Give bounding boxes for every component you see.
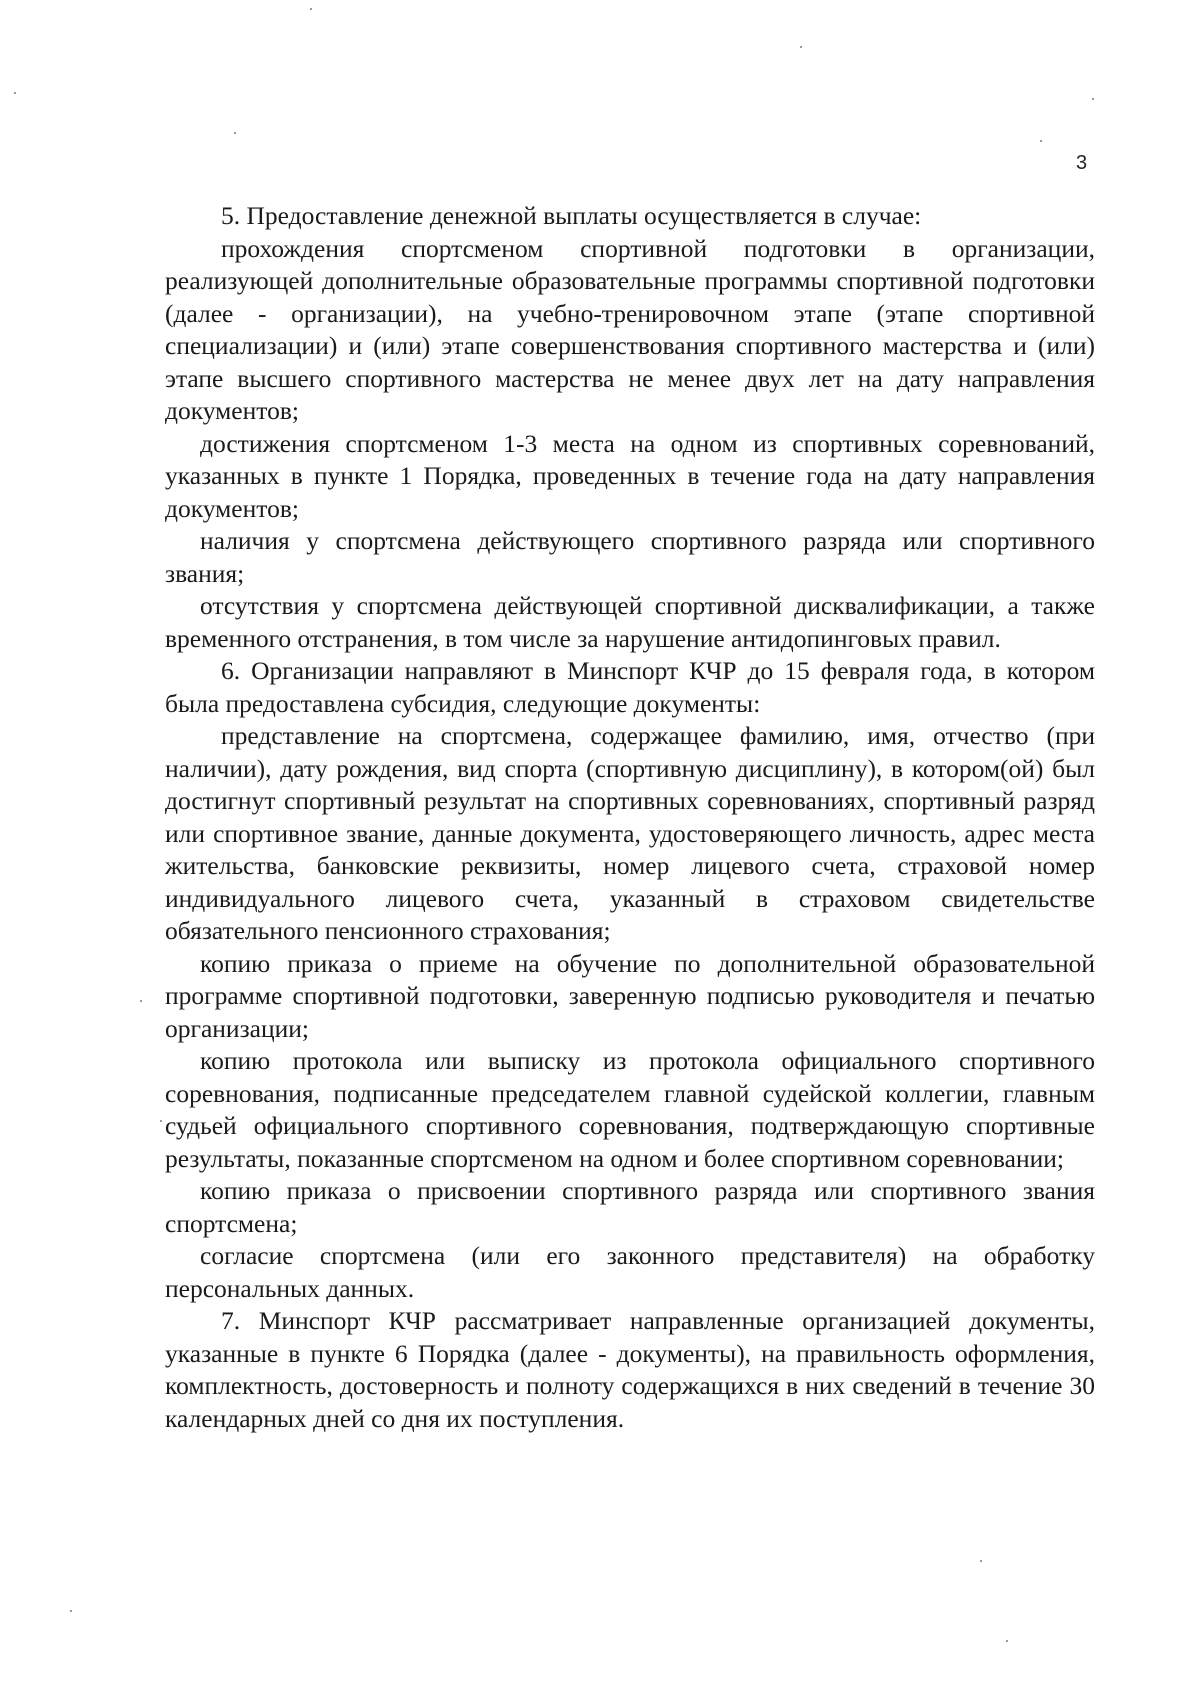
paragraph-document-rank-order: копию приказа о присвоении спортивного разряда или спортивного звания спортсмена;: [165, 1176, 1095, 1238]
page-number: 3: [1076, 152, 1088, 174]
paragraph-document-submission: представление на спортсмена, содержащее фамилию, имя, отчество (при наличии), дату рождения, вид спорта (спортивную дисциплину), в котором(ой) был достигнут спортивный результат на спортивных соревнованиях, спортивный разряд или спортивное звание, данные документа, удостоверяющего личность, адрес места жительства, банковские реквизиты, номер лицевого счета, страховой номер индивидуального лицевого счета, указанный в страховом свидетельстве обязательного пенсионного страхования;: [165, 721, 1095, 945]
document-body: [165, 200, 1095, 1435]
scan-speck: [70, 1610, 72, 1612]
scan-speck: [310, 8, 312, 10]
paragraph-condition-placement: достижения спортсменом 1-3 места на одном из спортивных соревнований, указанных в пункте 1 Порядка, проведенных в течение года на дату направления документов;: [165, 428, 1095, 523]
paragraph-document-consent: согласие спортсмена (или его законного представителя) на обработку персональных данных.: [165, 1241, 1095, 1303]
scan-speck: [1040, 140, 1042, 142]
paragraph-condition-training: прохождения спортсменом спортивной подготовки в организации, реализующей дополнительные образовательные программы спортивной подготовки (далее - организации), на учебно-тренировочном этапе (этапе спортивной специализации) и (или) этапе совершенствования спортивного мастерства и (или) этапе высшего спортивного мастерства не менее двух лет на дату направления документов;: [165, 233, 1095, 425]
paragraph-document-enrollment-order: копию приказа о приеме на обучение по дополнительной образовательной программе спортивной подготовки, заверенную подписью руководителя и печатью организации;: [165, 948, 1095, 1043]
paragraph-6-intro: 6. Организации направляют в Минспорт КЧР до 15 февраля года, в котором была предоставлена субсидия, следующие документы:: [165, 656, 1095, 718]
scan-speck: [800, 46, 802, 48]
scan-speck: [1092, 98, 1094, 100]
scan-speck: [980, 1560, 982, 1562]
scan-speck: [160, 1120, 162, 1122]
scan-speck: [1006, 1640, 1008, 1642]
scan-speck: [234, 132, 236, 134]
scan-speck: [140, 1000, 142, 1002]
paragraph-5-intro: 5. Предоставление денежной выплаты осуществляется в случае:: [221, 201, 922, 230]
scan-speck: [14, 92, 16, 94]
paragraph-document-protocol: копию протокола или выписку из протокола официального спортивного соревнования, подписанные председателем главной судейской коллегии, главным судьей официального спортивного соревнования, подтверждающую спортивные результаты, показанные спортсменом на одном и более спортивном соревновании;: [165, 1046, 1095, 1173]
paragraph-7: 7. Минспорт КЧР рассматривает направленные организацией документы, указанные в пункте 6 Порядка (далее - документы), на правильность оформления, комплектность, достоверность и полноту содержащихся в них сведений в течение 30 календарных дней со дня их поступления.: [165, 1306, 1095, 1433]
paragraph-condition-rank: наличия у спортсмена действующего спортивного разряда или спортивного звания;: [165, 526, 1095, 588]
paragraph-condition-no-disqualification: отсутствия у спортсмена действующей спортивной дисквалификации, а также временного отстранения, в том числе за нарушение антидопинговых правил.: [165, 591, 1095, 653]
